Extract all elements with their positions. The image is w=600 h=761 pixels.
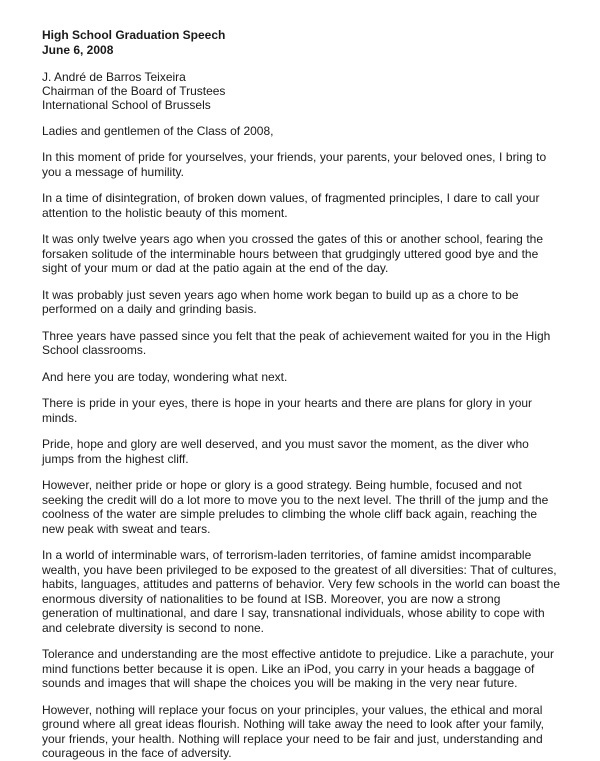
document-header xyxy=(42,28,560,58)
paragraph: It was probably just seven years ago when home work began to build up as a chore to be performed on a daily and grinding basis. xyxy=(42,287,519,316)
paragraph: However, nothing will replace your focus on your principles, your values, the ethical and moral ground where all great ideas flourish. Nothing will take away the need to look after your family, your friends, your health. Nothing will replace your need to be fair and just, understanding and courageous in the face of adversity. xyxy=(42,702,544,760)
paragraph: Tolerance and understanding are the most effective antidote to prejudice. Like a parachute, your mind functions better because it is open. Like an iPod, you carry in your heads a baggage of sounds and images that will shape the choices you will be making in the very near future. xyxy=(42,647,555,690)
author-role: Chairman of the Board of Trustees xyxy=(42,84,226,98)
paragraph: In this moment of pride for yourselves, your friends, your parents, your beloved ones, I bring to you a message of humility. xyxy=(42,150,547,179)
document-date: June 6, 2008 xyxy=(42,43,114,57)
paragraph: In a world of interminable wars, of terrorism-laden territories, of famine amidst incomparable wealth, you have been privileged to be exposed to the greatest of all diversities: That of cultures, habits, languages, attitudes and patterns of behavior. Very few schools in the world can boast the enormous diversity of nationalities to be found at ISB. Moreover, you are now a strong generation of multinational, and dare I say, transnational individuals, whose ability to cope with and celebrate diversity is second to none. xyxy=(42,548,560,635)
paragraph: In a time of disintegration, of broken down values, of fragmented principles, I dare to call your attention to the holistic beauty of this moment. xyxy=(42,191,540,220)
paragraph: There is pride in your eyes, there is hope in your hearts and there are plans for glory in your minds. xyxy=(42,396,533,425)
salutation: Ladies and gentlemen of the Class of 2008, xyxy=(42,124,274,138)
author-name: J. André de Barros Teixeira xyxy=(42,70,186,84)
paragraph: It was only twelve years ago when you crossed the gates of this or another school, fearing the forsaken solitude of the interminable hours between that grudgingly uttered good bye and the sight of your mum or dad at the patio again at the end of the day. xyxy=(42,232,544,275)
document-title: High School Graduation Speech xyxy=(42,28,226,42)
author-organization: International School of Brussels xyxy=(42,98,211,112)
paragraph: And here you are today, wondering what next. xyxy=(42,369,288,384)
paragraph: However, neither pride or hope or glory is a good strategy. Being humble, focused and not seeking the credit will do a lot more to move you to the next level. The thrill of the jump and the coolness of the water are simple preludes to climbing the whole cliff back again, reaching the new peak with sweat and tears. xyxy=(42,478,549,536)
paragraph: Pride, hope and glory are well deserved, and you must savor the moment, as the diver who jumps from the highest cliff. xyxy=(42,437,529,466)
author-block xyxy=(42,70,560,112)
paragraph: Three years have passed since you felt that the peak of achievement waited for you in the High School classrooms. xyxy=(42,328,551,357)
